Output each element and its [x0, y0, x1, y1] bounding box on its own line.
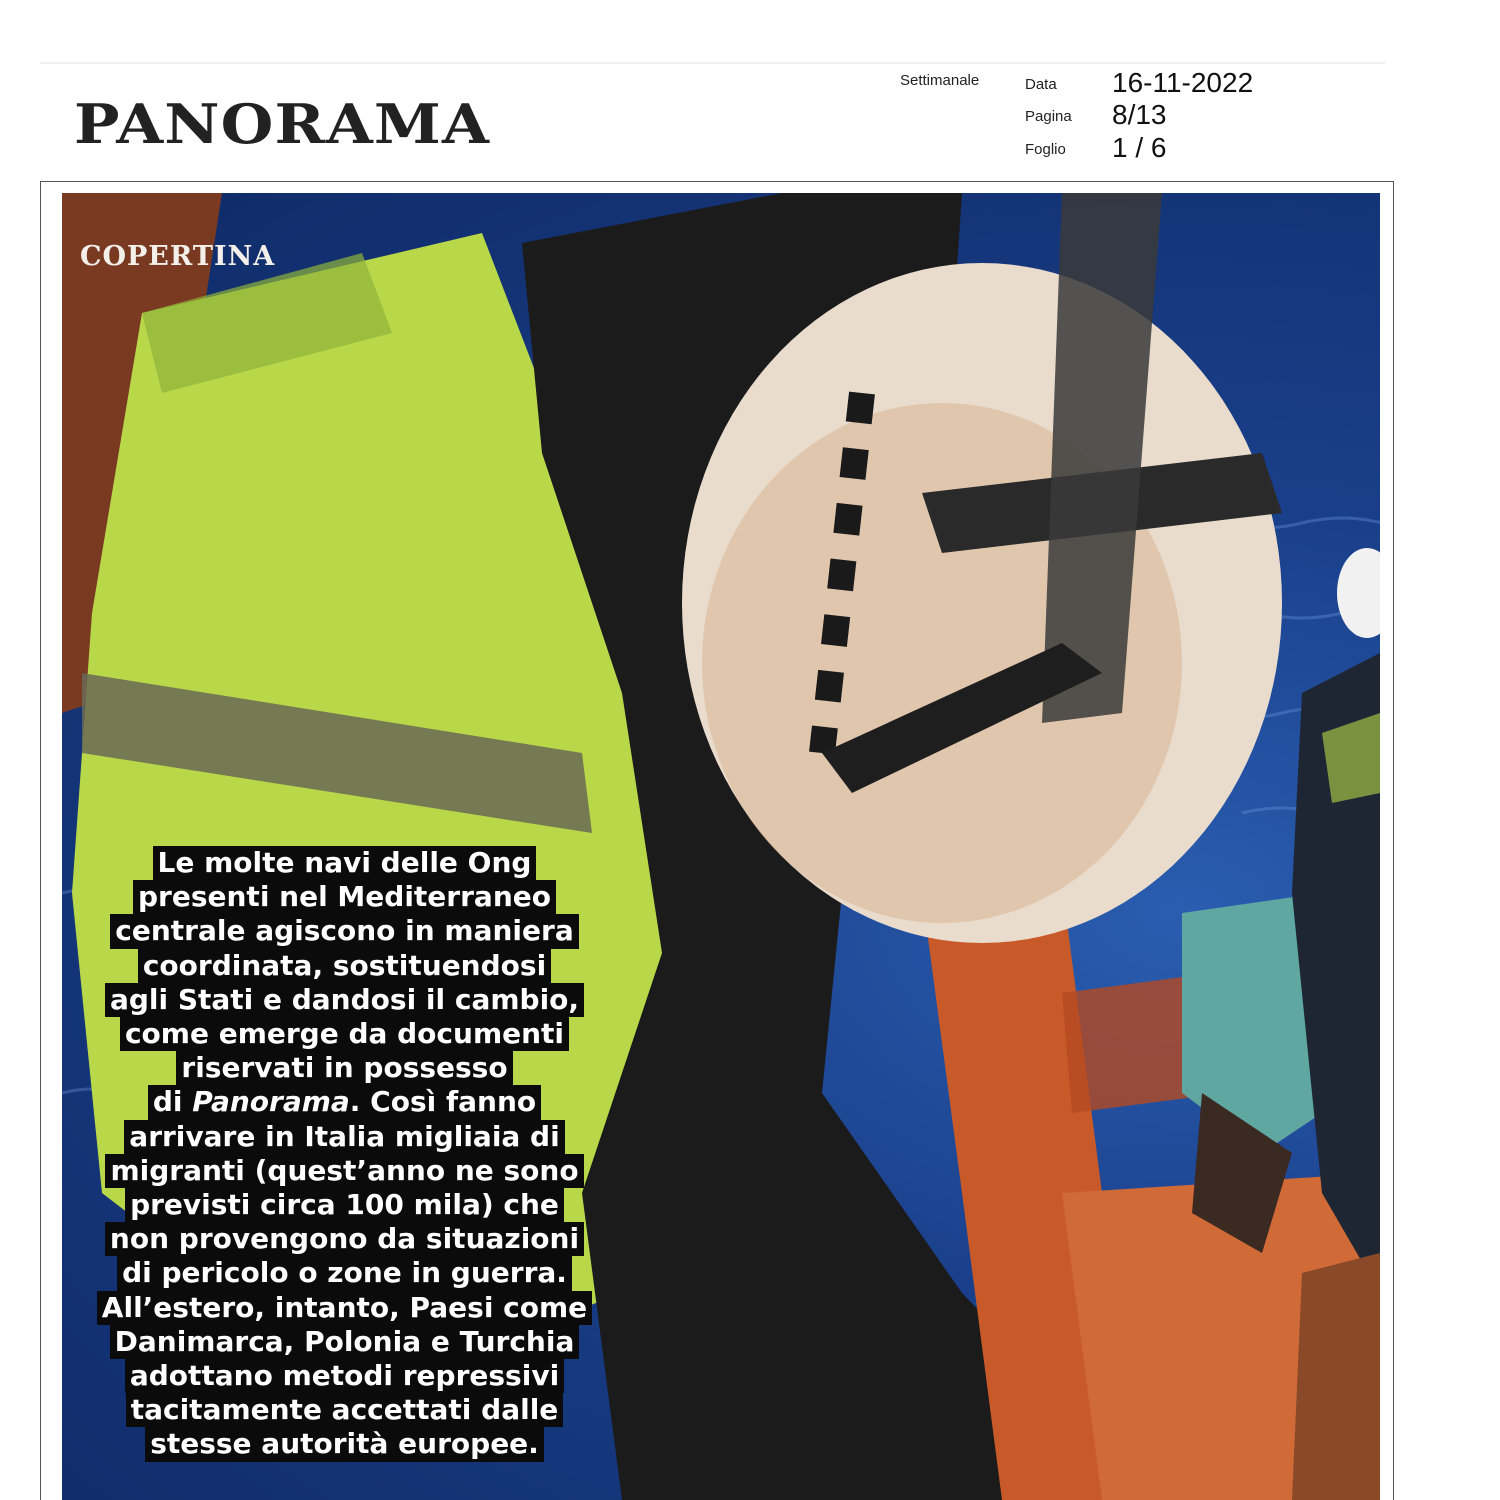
periodicity-label: Settimanale — [900, 72, 980, 89]
caption-line: di pericolo o zone in guerra. — [117, 1256, 572, 1290]
caption-line: presenti nel Mediterraneo — [133, 880, 556, 914]
caption-line: stesse autorità europee. — [145, 1427, 544, 1461]
caption-line: agli Stati e dandosi il cambio, — [105, 983, 584, 1017]
sheet-label: Foglio — [1025, 141, 1066, 158]
date-label: Data — [1025, 76, 1057, 93]
caption-fragment: di — [152, 1085, 183, 1119]
caption-fragment: . Così fanno — [349, 1085, 537, 1119]
caption-line: Le molte navi delle Ong — [153, 846, 537, 880]
caption-line: adottano metodi repressivi — [125, 1359, 564, 1393]
caption-line: centrale agiscono in maniera — [110, 914, 578, 948]
caption-line: Danimarca, Polonia e Turchia — [110, 1325, 580, 1359]
header-rule — [40, 62, 1385, 64]
date-value: 16-11-2022 — [1112, 67, 1254, 98]
caption-line: come emerge da documenti — [120, 1017, 569, 1051]
caption-line: tacitamente accettati dalle — [126, 1393, 564, 1427]
caption-line-mixed — [148, 1085, 541, 1119]
caption-line: migranti (quest’anno ne sono — [105, 1154, 583, 1188]
caption-line: arrivare in Italia migliaia di — [124, 1120, 564, 1154]
caption-line: non provengono da situazioni — [105, 1222, 584, 1256]
masthead-logo: PANORAMA — [74, 92, 490, 156]
page-label: Pagina — [1025, 108, 1072, 125]
caption-line: previsti circa 100 mila) che — [125, 1188, 564, 1222]
caption-line: coordinata, sostituendosi — [138, 949, 551, 983]
section-label: COPERTINA — [80, 241, 276, 272]
page-value: 8/13 — [1112, 99, 1167, 130]
cover-caption — [92, 846, 597, 1462]
caption-line: riservati in possesso — [176, 1051, 512, 1085]
caption-line: All’estero, intanto, Paesi come — [97, 1291, 592, 1325]
caption-italic-title: Panorama — [192, 1085, 350, 1119]
sheet-value: 1 / 6 — [1112, 132, 1167, 163]
